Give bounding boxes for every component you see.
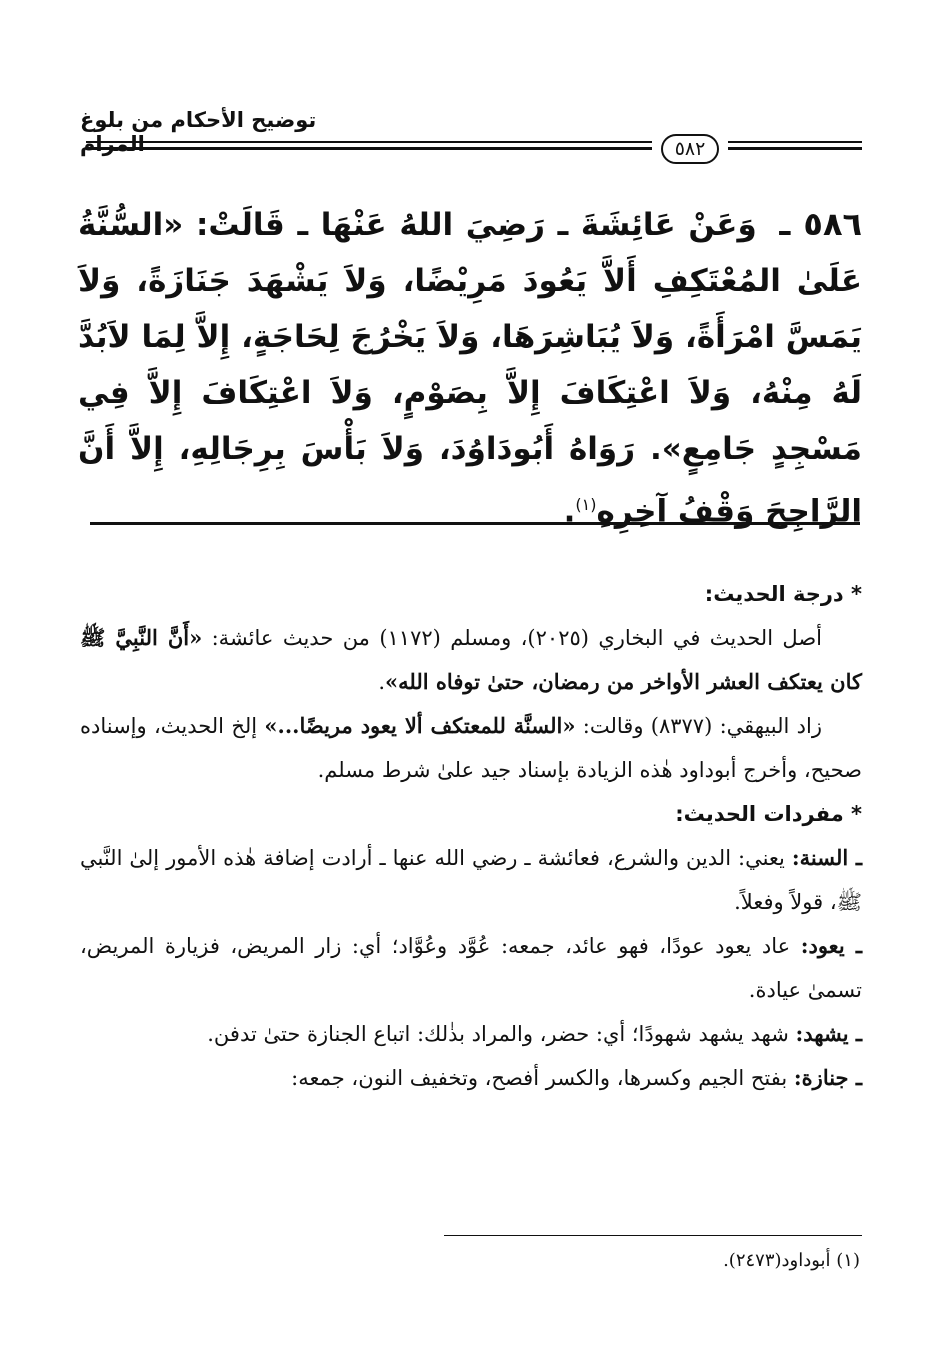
grade-section-title: * درجة الحديث: (704, 582, 862, 606)
vocab-definition: عاد يعود عودًا، فهو عائد، جمعه: عُوَّد وعُوَّاد؛ أي: زار المريض، فزيارة المريض، تسمىٰ عيادة. (80, 934, 862, 1002)
hadith-text (78, 196, 862, 539)
vocab-entry (80, 836, 862, 924)
vocab-definition: بفتح الجيم وكسرها، والكسر أفصح، وتخفيف النون، جمعه: (291, 1066, 788, 1090)
running-title: توضيح الأحكام من بلوغ المرام (80, 108, 317, 156)
footnote: (١) أبوداود(٢٤٧٣). (723, 1250, 860, 1271)
commentary (80, 572, 862, 1100)
hadith-line-5: بِرِجَالِهِ، إِلاَّ أَنَّ الرَّاجِحَ وَقْفُ آخِرِهِ (78, 431, 862, 530)
hadith-number: ٥٨٦ ـ (779, 205, 862, 243)
hadith-line-5-end: . (563, 493, 576, 530)
vocab-term: ـ السنة: (791, 845, 862, 870)
footnote-reference[interactable]: (١) (575, 495, 597, 514)
grade-p1-text: أصل الحديث في البخاري (٢٠٢٥)، ومسلم (١١٧٢) من حديث عائشة: (211, 626, 822, 650)
section-divider (90, 522, 860, 525)
header-rule-top (86, 141, 862, 143)
vocab-entry (80, 1056, 862, 1100)
hadith-line-4: بِصَوْمٍ، وَلاَ اعْتِكَافَ إِلاَّ فِي مَسْجِدٍ جَامِعٍ». رَوَاهُ أَبُودَاوُدَ، وَلاَ بَأْسَ (78, 375, 863, 467)
page-number: ٥٨٢ (661, 134, 720, 164)
grade-paragraph-1 (80, 616, 862, 704)
page-number-frame (652, 132, 728, 166)
hadith-line-2: المُعْتَكِفِ أَلاَّ يَعُودَ مَرِيْضًا، وَلاَ يَشْهَدَ جَنَازَةً، وَلاَ يَمَسَّ امْرَأَةً، وَلاَ (78, 263, 862, 355)
grade-p1-quote: «أَنَّ النَّبِيَّ ﷺ كان يعتكف العشر الأواخر من رمضان، حتىٰ توفاه الله» (80, 625, 862, 694)
footnote-rule (444, 1235, 862, 1236)
vocab-section-title: * مفردات الحديث: (675, 802, 862, 826)
hadith-line-1: وَعَنْ عَائِشَةَ ـ رَضِيَ اللهُ عَنْهَا ـ قَالَتْ: «السُّنَّةُ عَلَىٰ (78, 207, 862, 299)
hadith-line-3: يُبَاشِرَهَا، وَلاَ يَخْرُجَ لِحَاجَةٍ، إِلاَّ لِمَا لاَبُدَّ لَهُ مِنْهُ، وَلاَ اعْتِكَافَ إِلاَّ (78, 319, 862, 411)
vocab-term: ـ جنازة: (793, 1065, 862, 1090)
grade-p2-start: زاد البيهقي: (٨٣٧٧) وقالت: (582, 714, 822, 738)
vocab-term: ـ يعود: (800, 933, 862, 958)
vocab-term: ـ يشهد: (795, 1021, 862, 1046)
header-rule-bottom (86, 147, 862, 150)
vocab-definition: يعني: الدين والشرع، فعائشة ـ رضي الله عنها ـ أرادت إضافة هٰذه الأمور إلىٰ النَّبي ﷺ، قولاً وفعلاً. (80, 846, 862, 914)
vocab-definition: شهد يشهد شهودًا؛ أي: حضر، والمراد بذٰلك: اتباع الجنازة حتىٰ تدفن. (207, 1022, 789, 1046)
vocab-entry (80, 1012, 862, 1056)
grade-p1-end: . (378, 670, 386, 694)
vocab-entry (80, 924, 862, 1012)
grade-paragraph-2 (80, 704, 862, 792)
grade-p2-quote: «السنَّة للمعتكف ألا يعود مريضًا...» (264, 713, 576, 738)
grade-p2-rest: إلخ الحديث، وإسناده صحيح، وأخرج أبوداود هٰذه الزيادة بإسناد جيد علىٰ شرط مسلم. (80, 714, 862, 782)
